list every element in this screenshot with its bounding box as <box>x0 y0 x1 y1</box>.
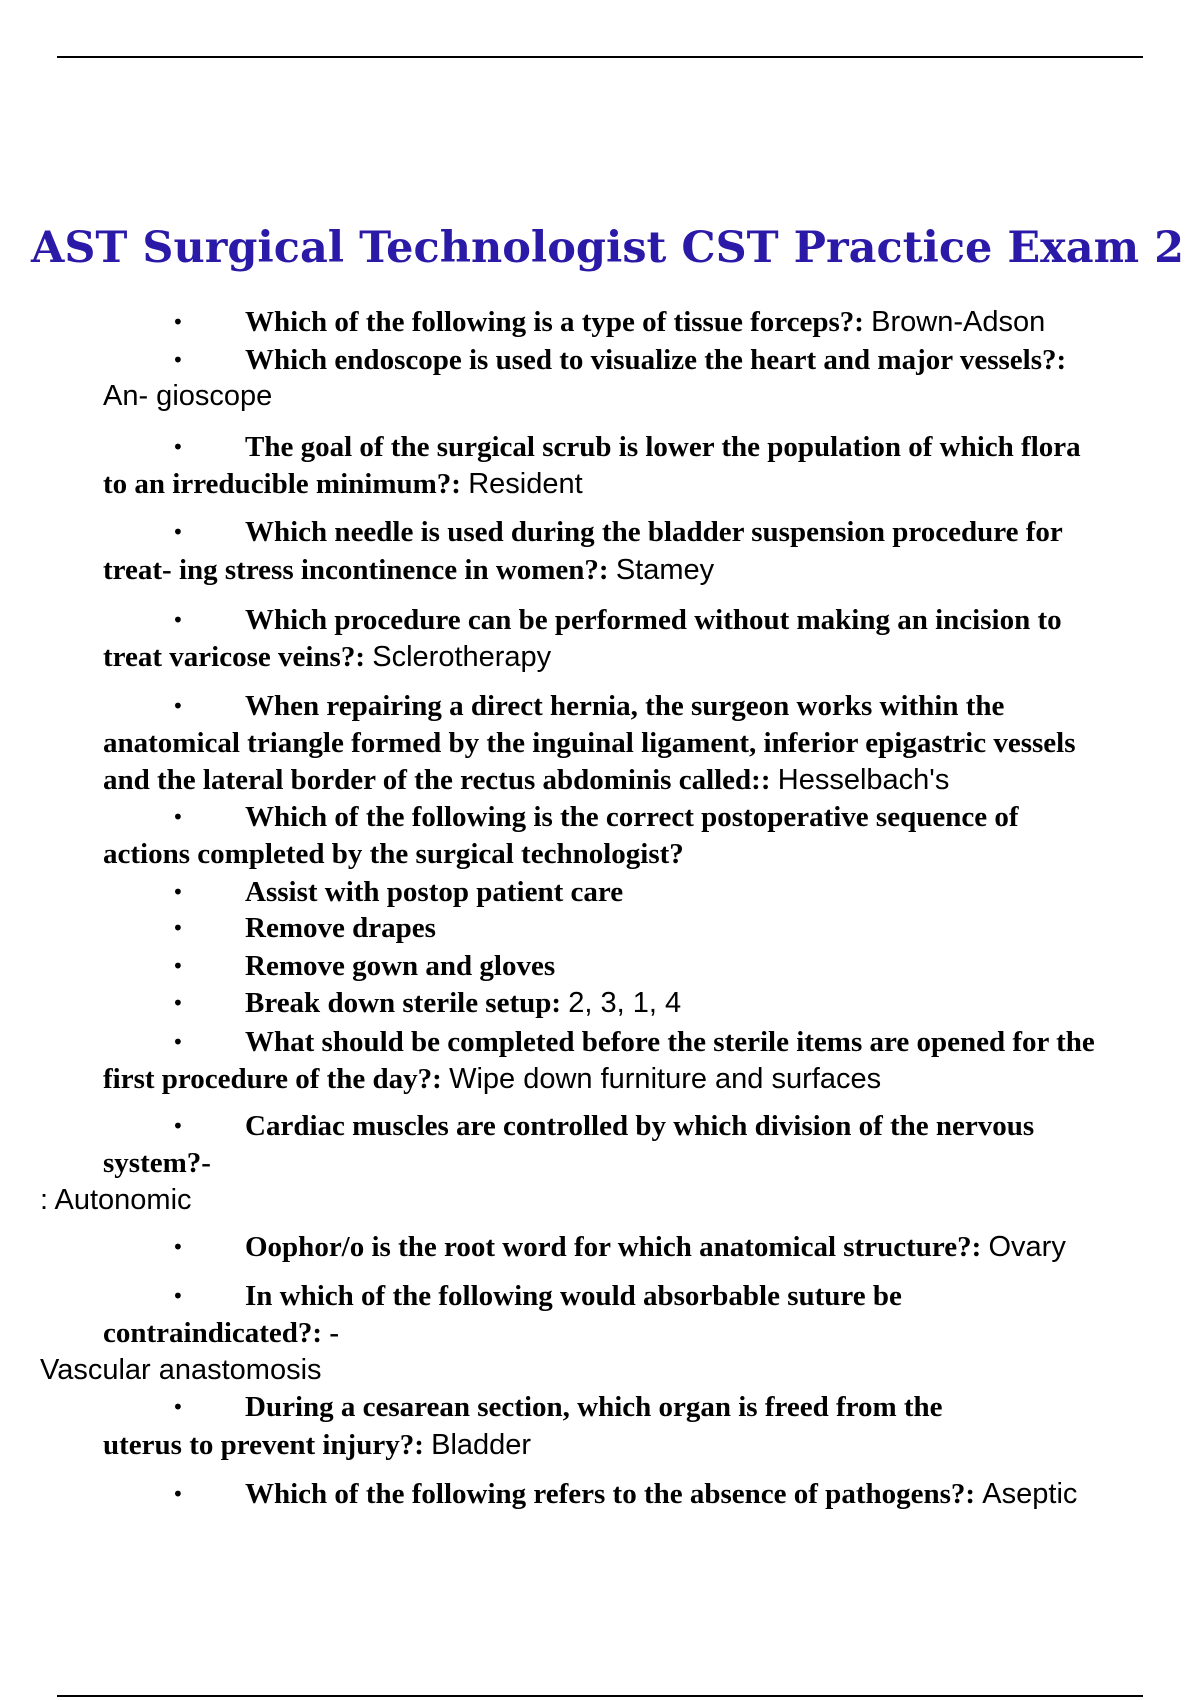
bullet-icon: • <box>172 348 184 372</box>
list-item: When repairing a direct hernia, the surgeon works within the <box>245 690 1005 722</box>
list-item: Which procedure can be performed without making an incision to <box>245 604 1062 636</box>
bullet-icon: • <box>172 1395 184 1419</box>
list-item: Assist with postop patient care <box>245 876 624 908</box>
bullet-icon: • <box>172 1114 184 1138</box>
list-item-cont: An- gioscope <box>103 380 273 412</box>
list-item: Which needle is used during the bladder suspension procedure for <box>245 516 1063 548</box>
page-title: AST Surgical Technologist CST Practice Exam 2 <box>31 223 1185 273</box>
bullet-icon: • <box>172 954 184 978</box>
bullet-icon: • <box>172 520 184 544</box>
list-item: Remove gown and gloves <box>245 950 556 982</box>
bullet-icon: • <box>172 608 184 632</box>
list-item: Which endoscope is used to visualize the heart and major vessels?: <box>245 344 1067 376</box>
bullet-icon: • <box>172 310 184 334</box>
list-item-cont: system?- <box>103 1147 211 1179</box>
list-item-cont: contraindicated?: - <box>103 1317 339 1349</box>
bullet-icon: • <box>172 694 184 718</box>
list-item: The goal of the surgical scrub is lower the population of which flora <box>245 431 1081 463</box>
list-item-cont: anatomical triangle formed by the inguinal ligament, inferior epigastric vessels <box>103 727 1076 759</box>
bottom-rule <box>57 1695 1143 1697</box>
list-item-cont: uterus to prevent injury?: Bladder <box>103 1429 532 1461</box>
list-item: During a cesarean section, which organ is freed from the <box>245 1391 943 1423</box>
bullet-icon: • <box>172 1030 184 1054</box>
list-item: Which of the following is the correct postoperative sequence of <box>245 801 1019 833</box>
bullet-icon: • <box>172 880 184 904</box>
bullet-icon: • <box>172 805 184 829</box>
list-item-cont: to an irreducible minimum?: Resident <box>103 468 583 500</box>
list-item: Remove drapes <box>245 912 436 944</box>
list-item-cont: treat varicose veins?: Sclerotherapy <box>103 641 552 673</box>
list-item: Break down sterile setup: 2, 3, 1, 4 <box>245 987 682 1019</box>
bullet-icon: • <box>172 1284 184 1308</box>
list-item: Cardiac muscles are controlled by which division of the nervous <box>245 1110 1035 1142</box>
bullet-icon: • <box>172 991 184 1015</box>
list-item-cont: treat- ing stress incontinence in women?: Stamey <box>103 554 715 586</box>
list-item: Which of the following is a type of tissue forceps?: Brown-Adson <box>245 306 1046 338</box>
bullet-icon: • <box>172 1482 184 1506</box>
bullet-icon: • <box>172 916 184 940</box>
list-item-cont: first procedure of the day?: Wipe down furniture and surfaces <box>103 1063 882 1095</box>
list-item-cont: : Autonomic <box>40 1184 192 1216</box>
bullet-icon: • <box>172 435 184 459</box>
list-item: Which of the following refers to the absence of pathogens?: Aseptic <box>245 1478 1078 1510</box>
list-item-cont: and the lateral border of the rectus abdominis called:: Hesselbach's <box>103 764 950 796</box>
list-item-cont: actions completed by the surgical technologist? <box>103 838 684 870</box>
bullet-icon: • <box>172 1235 184 1259</box>
list-item: In which of the following would absorbable suture be <box>245 1280 902 1312</box>
list-item: What should be completed before the sterile items are opened for the <box>245 1026 1095 1058</box>
list-item-cont: Vascular anastomosis <box>40 1354 322 1386</box>
list-item: Oophor/o is the root word for which anatomical structure?: Ovary <box>245 1231 1066 1263</box>
